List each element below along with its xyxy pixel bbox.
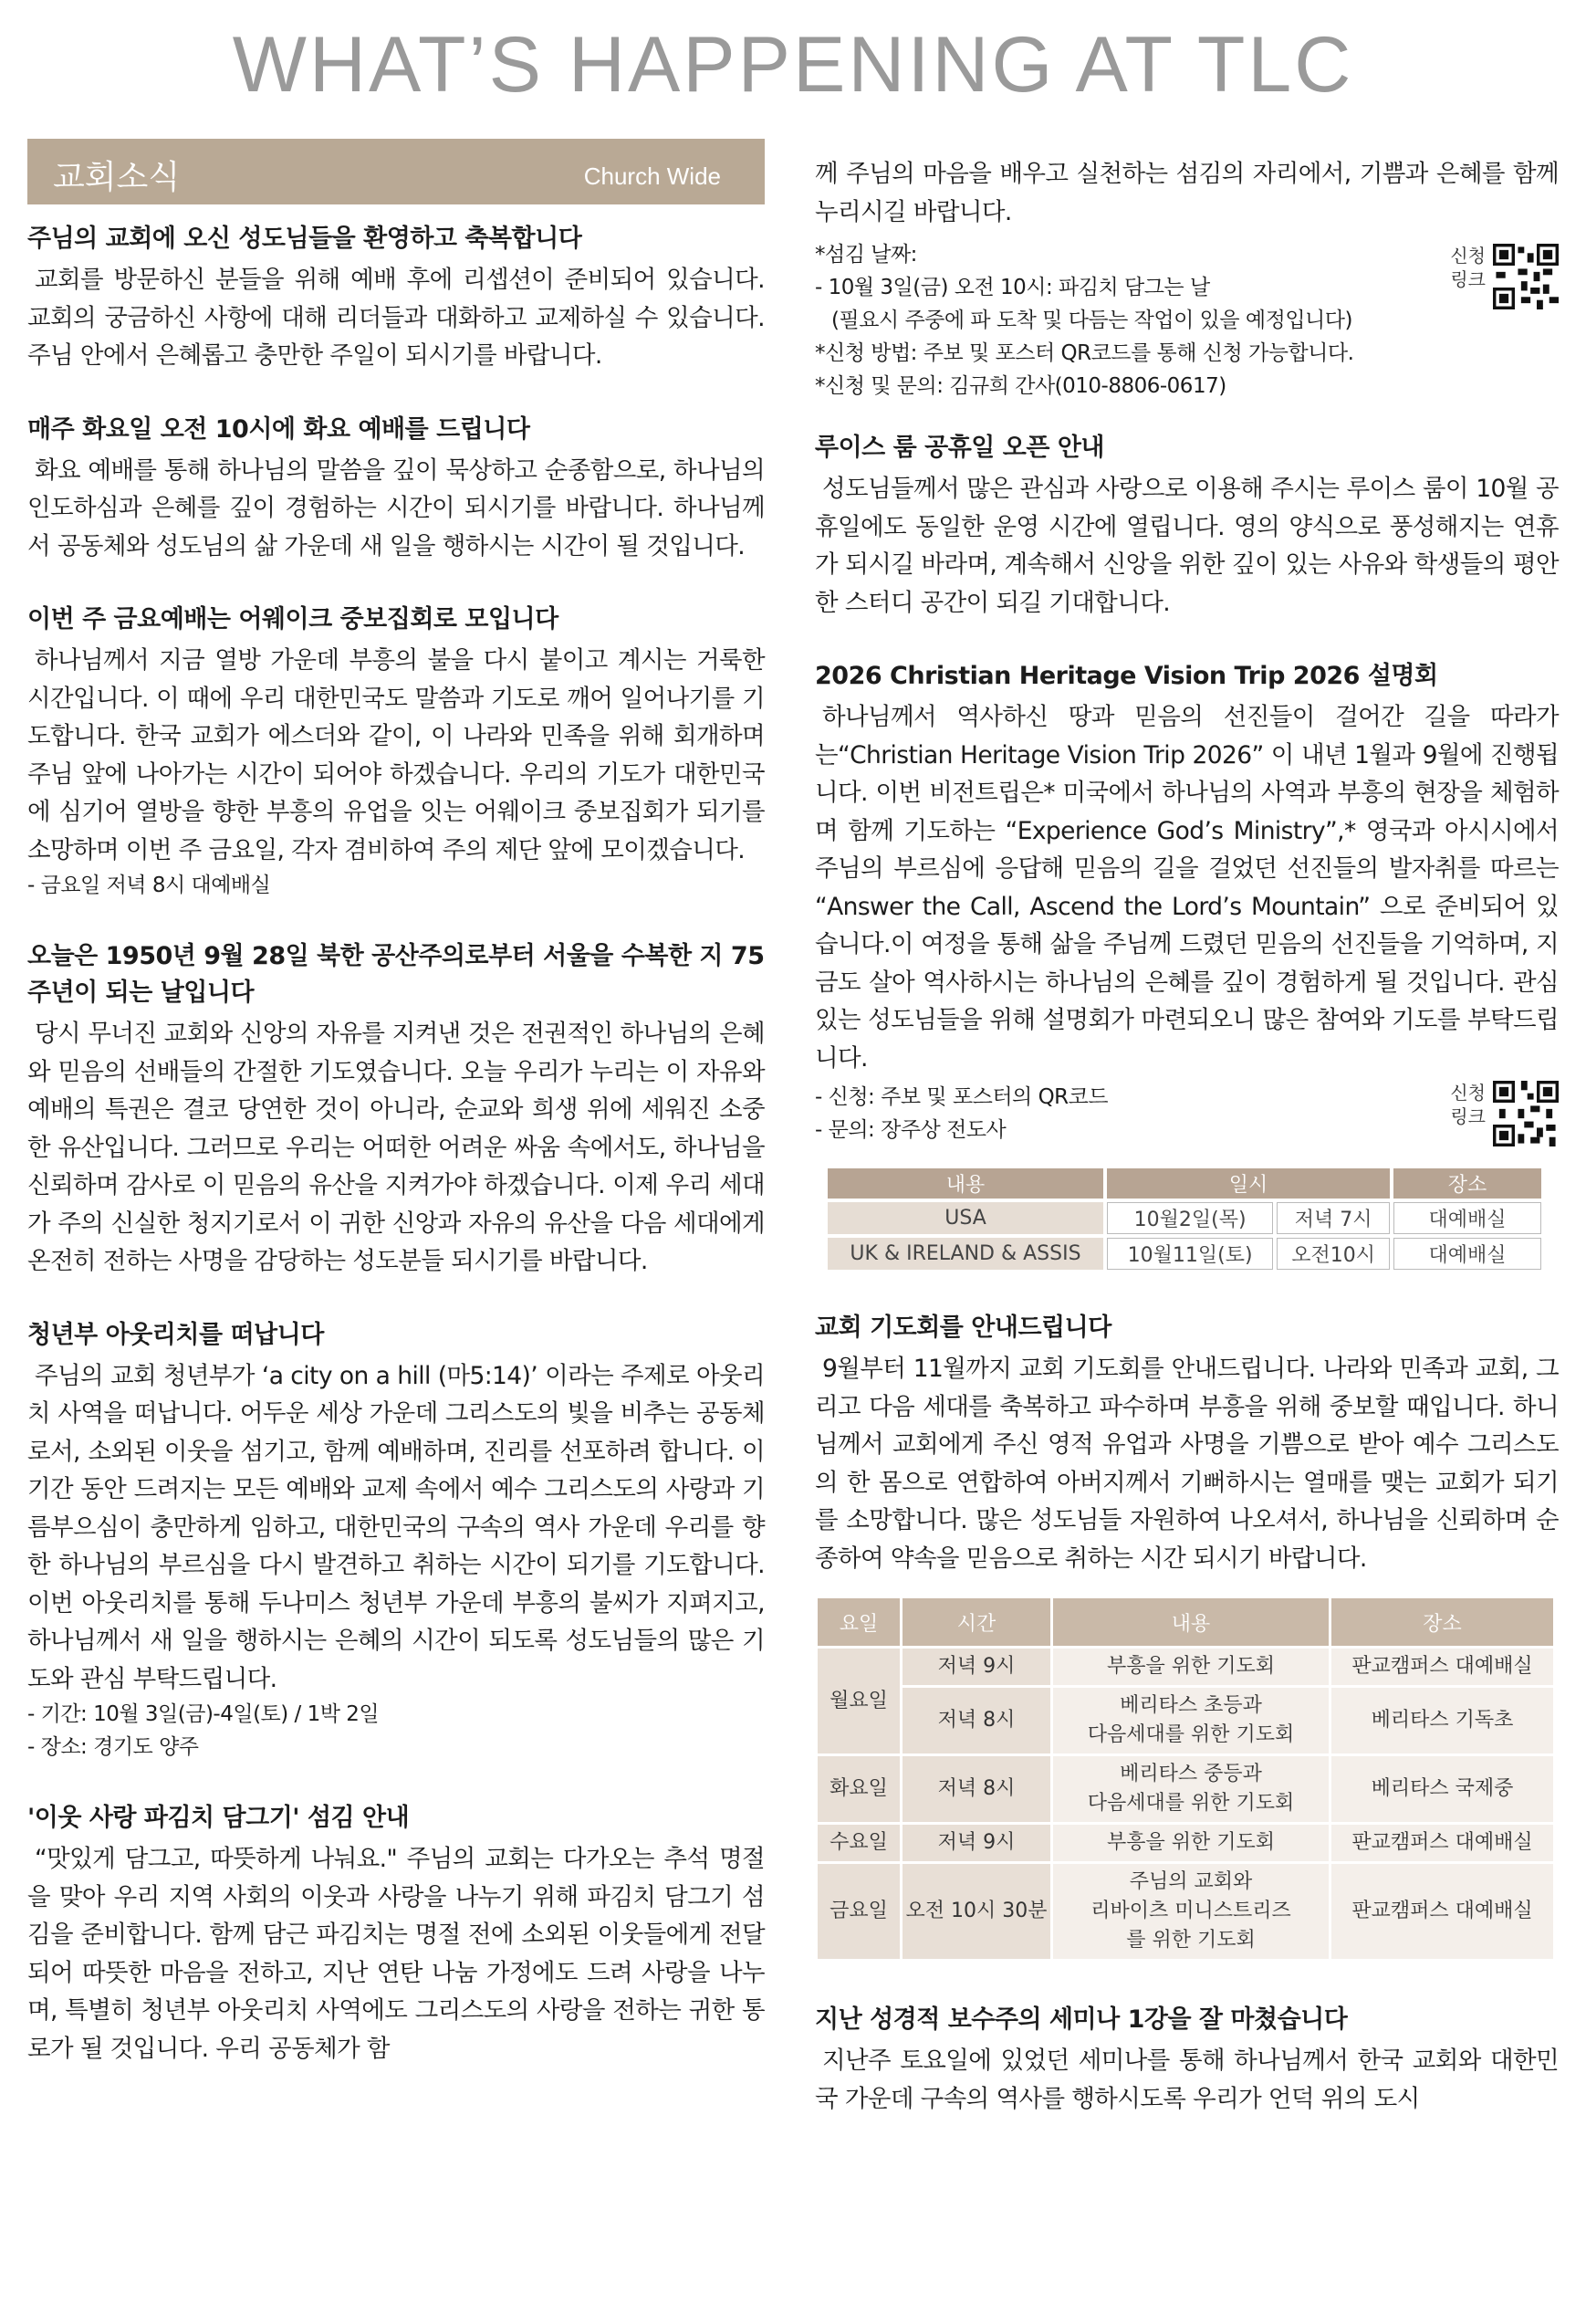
table-cell-content: 주님의 교회와 리바이츠 미니스트리즈 를 위한 기도회 — [1053, 1864, 1329, 1959]
vision-trip-notice — [815, 658, 1559, 1273]
notice-body: 하나님께서 역사하신 땅과 믿음의 선진들이 걸어간 길을 따라가는“Christian Heritage Vision Trip 2026” 이 내년 1월과 9월에 진행됩니다. 이번 비전트립은* 미국에서 하나님의 사역과 부흥의 현장을 체험하며 함께 기도하는 “Experience God’s Ministry”,* 영국과 아시시에서 주님의 부르심에 응답해 믿음의 길을 걸었던 선진들의 발자취를 따르는 “Answer the Call, Ascend the Lord’s Mountain” 으로 준비되어 있습니다.이 여정을 통해 삶을 주님께 드렸던 믿음의 선진들을 기억하며, 지금도 살아 역사하시는 하나님의 은혜를 깊이 경험하게 될 것입니다. 관심 있는 성도님들을 위해 설명회가 마련되오니 많은 참여와 기도를 부탁드립니다. — [815, 703, 1559, 1073]
qr-code-icon — [1493, 1081, 1559, 1146]
qr-code-icon — [1493, 244, 1559, 309]
table-row — [828, 1238, 1541, 1270]
notice-title: 오늘은 1950년 9월 28일 북한 공산주의로부터 서울을 수복한 지 75주년이 되는 날입니다 — [27, 942, 765, 1007]
youth-outreach-notice — [27, 1317, 765, 1764]
table-row — [818, 1688, 1553, 1753]
table-header: 내용 — [1053, 1598, 1329, 1646]
table-cell: 오전10시 — [1277, 1238, 1390, 1270]
notice-body: 주님의 교회 청년부가 ‘a city on a hill (마5:14)’ 이라는 주제로 아웃리치 사역을 떠납니다. 어두운 세상 가운데 그리스도의 빛을 비추는 공동체로서, 소외된 이웃을 섬기고, 함께 예배하며, 진리를 선포하려 합니다. 이 기간 동안 드려지는 모든 예배와 교제 속에서 예수 그리스도의 사랑과 기름부으심이 충만하게 임하고, 대한민국의 구속의 역사 가운데 우리를 향한 하나님의 부르심을 다시 발견하고 취하는 시간이 되기를 기도합니다. 이번 아웃리치를 통해 두나미스 청년부 가운데 부흥의 불씨가 지펴지고, 하나님께서 새 일을 행하시는 은혜의 시간이 되도록 성도님들의 많은 기도와 관심 부탁드립니다. — [27, 1361, 765, 1693]
vision-trip-table — [824, 1165, 1545, 1273]
table-cell-content: 부흥을 위한 기도회 — [1053, 1825, 1329, 1861]
notice-body: 교회를 방문하신 분들을 위해 예배 후에 리셉션이 준비되어 있습니다. 교회의 궁금하신 사항에 대해 리더들과 대화하고 교제하실 수 있습니다. 주님 안에서 은혜롭고 충만한 주일이 되시기를 바랍니다. — [27, 266, 765, 370]
table-cell: 대예배실 — [1393, 1238, 1541, 1270]
table-cell-time: 저녁 9시 — [903, 1825, 1050, 1861]
banner-title: 교회소식 — [53, 159, 181, 196]
notice-detail: - 문의: 장주상 전도사 — [815, 1118, 1007, 1142]
table-cell: 대예배실 — [1393, 1202, 1541, 1234]
table-header: 일시 — [1107, 1168, 1390, 1199]
welcome-notice — [27, 221, 765, 375]
table-row — [818, 1756, 1553, 1822]
notice-title: 이번 주 금요예배는 어웨이크 중보집회로 모입니다 — [27, 605, 558, 633]
notice-detail: (필요시 주중에 파 도착 및 다듬는 작업이 있을 예정입니다) — [831, 309, 1352, 332]
table-header-row — [818, 1598, 1553, 1646]
table-cell-day: 월요일 — [818, 1649, 900, 1753]
tuesday-service-notice — [27, 412, 765, 566]
table-cell-place: 판교캠퍼스 대예배실 — [1331, 1864, 1553, 1959]
qr-label: 신청 링크 — [1450, 1082, 1486, 1127]
table-cell-content: 부흥을 위한 기도회 — [1053, 1649, 1329, 1685]
section-banner — [27, 139, 765, 204]
kimchi-notice-continued — [815, 155, 1559, 403]
kimchi-detail-block — [815, 238, 1559, 403]
table-header: 시간 — [903, 1598, 1050, 1646]
table-cell-time: 저녁 9시 — [903, 1649, 1050, 1685]
table-cell-place: 베리타스 기독초 — [1331, 1688, 1553, 1753]
notice-title: 지난 성경적 보수주의 세미나 1강을 잘 마쳤습니다 — [815, 2005, 1348, 2034]
prayer-meeting-notice — [815, 1310, 1559, 1962]
table-cell-day: 수요일 — [818, 1825, 900, 1861]
table-header: 장소 — [1331, 1598, 1553, 1646]
table-row — [818, 1825, 1553, 1861]
table-cell-content: 베리타스 초등과 다음세대를 위한 기도회 — [1053, 1688, 1329, 1753]
table-cell-day: 금요일 — [818, 1864, 900, 1959]
seoul-recapture-notice — [27, 938, 765, 1281]
notice-detail: *섬김 날짜: — [815, 243, 917, 267]
table-header: 요일 — [818, 1598, 900, 1646]
notice-body: 지난주 토요일에 있었던 세미나를 통해 하나님께서 한국 교회와 대한민국 가운데 구속의 역사를 행하시도록 우리가 언덕 위의 도시 — [815, 2047, 1559, 2113]
vision-detail-block — [815, 1081, 1559, 1146]
table-cell-time: 저녁 8시 — [903, 1756, 1050, 1822]
table-row — [818, 1864, 1553, 1959]
table-header: 내용 — [828, 1168, 1103, 1199]
notice-title: 청년부 아웃리치를 떠납니다 — [27, 1320, 324, 1349]
notice-detail: *신청 방법: 주보 및 포스터 QR코드를 통해 신청 가능합니다. — [815, 341, 1354, 365]
lewis-room-notice — [815, 430, 1559, 622]
notice-detail: - 신청: 주보 및 포스터의 QR코드 — [815, 1085, 1109, 1109]
prayer-schedule-table — [815, 1596, 1556, 1962]
qr-signup-link[interactable] — [1450, 1081, 1559, 1146]
left-column — [27, 139, 765, 2104]
table-cell: USA — [828, 1202, 1103, 1234]
notice-detail: - 10월 3일(금) 오전 10시: 파김치 담그는 날 — [815, 276, 1210, 299]
awake-notice — [27, 602, 765, 902]
right-column — [815, 155, 1559, 2154]
notice-title: 2026 Christian Heritage Vision Trip 2026 설명회 — [815, 662, 1438, 690]
table-cell-day: 화요일 — [818, 1756, 900, 1822]
table-cell-time: 저녁 8시 — [903, 1688, 1050, 1753]
notice-body: 성도님들께서 많은 관심과 사랑으로 이용해 주시는 루이스 룸이 10월 공휴일에도 동일한 운영 시간에 열립니다. 영의 양식으로 풍성해지는 연휴가 되시길 바라며, 계속해서 신앙을 위한 깊이 있는 사유와 학생들의 평안한 스터디 공간이 되길 기대합니다. — [815, 475, 1559, 617]
notice-body: 하나님께서 지금 열방 가운데 부흥의 불을 다시 붙이고 계시는 거룩한 시간입니다. 이 때에 우리 대한민국도 말씀과 기도로 깨어 일어나기를 기도합니다. 한국 교회가 에스더와 같이, 이 나라와 민족을 위해 회개하며 주님 앞에 나아가는 시간이 되어야 하겠습니다. 우리의 기도가 대한민국에 심기어 열방을 향한 부흥의 유업을 잇는 어웨이크 중보집회가 되기를 소망하며 이번 주 금요일, 각자 겸비하여 주의 제단 앞에 모이겠습니다. — [27, 646, 765, 864]
table-row — [828, 1202, 1541, 1234]
notice-detail: *신청 및 문의: 김규희 간사(010-8806-0617) — [815, 374, 1226, 398]
notice-title: '이웃 사랑 파김치 담그기' 섬김 안내 — [27, 1804, 410, 1832]
seminar-notice — [815, 2002, 1559, 2118]
table-cell: 10월11일(토) — [1107, 1238, 1273, 1270]
table-cell: UK & IRELAND & ASSIS — [828, 1238, 1103, 1270]
table-cell-place: 판교캠퍼스 대예배실 — [1331, 1825, 1553, 1861]
table-cell-content: 베리타스 중등과 다음세대를 위한 기도회 — [1053, 1756, 1329, 1822]
table-cell: 저녁 7시 — [1277, 1202, 1390, 1234]
table-cell-time: 오전 10시 30분 — [903, 1864, 1050, 1959]
notice-detail: - 장소: 경기도 양주 — [27, 1735, 199, 1759]
notice-body: “맛있게 담그고, 따뜻하게 나눠요." 주님의 교회는 다가오는 추석 명절을 맞아 우리 지역 사회의 이웃과 사랑을 나누기 위해 파김치 담그기 섬김을 준비합니다. 함께 담근 파김치는 명절 전에 소외된 이웃들에게 전달되어 따뜻한 마음을 전하고, 지난 연탄 나눔 가정에도 드려 사랑을 나누며, 특별히 청년부 아웃리치 사역에도 그리스도의 사랑을 전하는 귀한 통로가 될 것입니다. 우리 공동체가 함 — [27, 1845, 765, 2063]
notice-title: 교회 기도회를 안내드립니다 — [815, 1314, 1111, 1342]
notice-detail: - 금요일 저녁 8시 대예배실 — [27, 874, 271, 897]
table-cell-place: 판교캠퍼스 대예배실 — [1331, 1649, 1553, 1685]
notice-body: 당시 무너진 교회와 신앙의 자유를 지켜낸 것은 전권적인 하나님의 은혜와 믿음의 선배들의 간절한 기도였습니다. 오늘 우리가 누리는 이 자유와 예배의 특권은 결코 당연한 것이 아니라, 순교와 희생 위에 세워진 소중한 유산입니다. 그러므로 우리는 어떠한 어려운 싸움 속에서도, 하나님을 신뢰하며 감사로 이 믿음의 유산을 지켜가야 하겠습니다. 이제 우리 세대가 주의 신실한 청지기로서 이 귀한 신앙과 자유의 유산을 다음 세대에게 온전히 전하는 사명을 감당하는 성도분들 되시기를 바랍니다. — [27, 1020, 765, 1275]
qr-signup-link[interactable] — [1450, 244, 1559, 309]
notice-body: 9월부터 11월까지 교회 기도회를 안내드립니다. 나라와 민족과 교회, 그리고 다음 세대를 축복하고 파수하며 부흥을 위해 중보할 때입니다. 하니님께서 교회에게 주신 영적 유업과 사명을 기쁨으로 받아 예수 그리스도의 한 몸으로 연합하여 아버지께서 기뻐하시는 열매를 맺는 교회가 되기를 소망합니다. 많은 성도님들 자원하여 나오셔서, 하나님을 신뢰하며 순종하여 약속을 믿음으로 취하는 시간 되시기 바랍니다. — [815, 1355, 1559, 1573]
notice-title: 루이스 룸 공휴일 오픈 안내 — [815, 434, 1105, 462]
notice-body: 께 주님의 마음을 배우고 실천하는 섬김의 자리에서, 기쁨과 은혜를 함께 누리시길 바랍니다. — [815, 160, 1559, 226]
table-cell-place: 베리타스 국제중 — [1331, 1756, 1553, 1822]
table-header: 장소 — [1393, 1168, 1541, 1199]
kimchi-notice — [27, 1800, 765, 2068]
notice-title: 매주 화요일 오전 10시에 화요 예배를 드립니다 — [27, 414, 530, 444]
page-title: WHAT’S HAPPENING AT TLC — [232, 21, 1354, 109]
table-row — [818, 1649, 1553, 1685]
banner-subtitle: Church Wide — [583, 162, 721, 190]
notice-body: 화요 예배를 통해 하나님의 말씀을 깊이 묵상하고 순종함으로, 하나님의 인도하심과 은혜를 깊이 경험하는 시간이 되시기를 바랍니다. 하나님께서 공동체와 성도님의 삶 가운데 새 일을 행하시는 시간이 될 것입니다. — [27, 455, 765, 560]
qr-label: 신청 링크 — [1450, 245, 1486, 290]
table-cell: 10월2일(목) — [1107, 1202, 1273, 1234]
notice-title: 주님의 교회에 오신 성도님들을 환영하고 축복합니다 — [27, 225, 582, 253]
notice-detail: - 기간: 10월 3일(금)-4일(토) / 1박 2일 — [27, 1702, 380, 1726]
table-header-row — [828, 1168, 1541, 1199]
